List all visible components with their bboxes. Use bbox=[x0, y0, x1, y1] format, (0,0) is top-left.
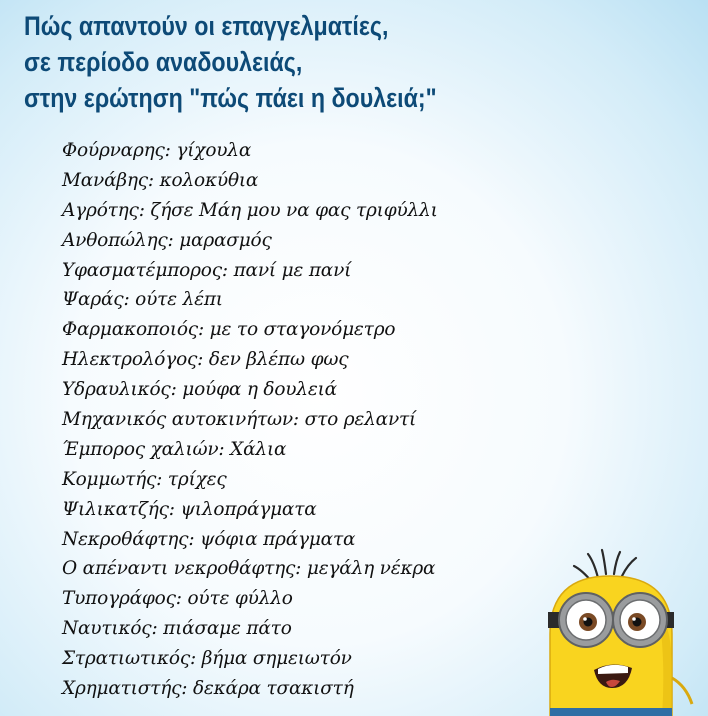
answer-item: Ψιλικατζής: ψιλοπράγματα bbox=[62, 498, 317, 520]
minion-overalls bbox=[550, 708, 672, 716]
minion-icon bbox=[516, 548, 708, 716]
title-line-2: σε περίοδο αναδουλειάς, bbox=[24, 47, 303, 77]
answer-item: Τυπογράφος: ούτε φύλλο bbox=[62, 588, 293, 610]
answer-item: Φαρμακοποιός: με το σταγονόμετρο bbox=[62, 319, 396, 341]
title-line-1: Πώς απαντούν οι επαγγελματίες, bbox=[24, 11, 389, 41]
answer-item: Ναυτικός: πιάσαμε πάτο bbox=[62, 618, 292, 640]
answer-item: Υδραυλικός: μούφα η δουλειά bbox=[62, 379, 337, 401]
answer-item: Μηχανικός αυτοκινήτων: στο ρελαντί bbox=[62, 409, 417, 431]
title-line-3: στην ερώτηση "πώς πάει η δουλειά;" bbox=[24, 83, 437, 113]
answer-item: Φούρναρης: γίχουλα bbox=[62, 140, 252, 161]
answer-item: Ηλεκτρολόγος: δεν βλέπω φως bbox=[62, 349, 349, 371]
answer-item: Ανθοπώλης: μαρασμός bbox=[62, 229, 272, 251]
answer-item: Έμπορος χαλιών: Χάλια bbox=[62, 438, 287, 460]
answer-item: Χρηματιστής: δεκάρα τσακιστή bbox=[62, 678, 354, 700]
goggle-left-icon bbox=[559, 593, 613, 647]
answer-item: Νεκροθάφτης: ψόφια πράγματα bbox=[62, 528, 356, 550]
answer-item: Ψαράς: ούτε λέπι bbox=[62, 289, 223, 311]
answer-item: Στρατιωτικός: βήμα σημειωτόν bbox=[62, 648, 352, 670]
answer-item: Μανάβης: κολοκύθια bbox=[62, 169, 259, 191]
answer-item: Αγρότης: ζήσε Μάη μου να φας τριφύλλι bbox=[62, 199, 438, 221]
answer-item: Ο απέναντι νεκροθάφτης: μεγάλη νέκρα bbox=[62, 558, 436, 580]
answers-list bbox=[62, 136, 438, 704]
answer-item: Κομμωτής: τρίχες bbox=[62, 468, 227, 490]
page-title bbox=[24, 8, 437, 116]
answer-item: Υφασματέμπορος: πανί με πανί bbox=[62, 259, 352, 281]
goggle-right-icon bbox=[613, 593, 667, 647]
